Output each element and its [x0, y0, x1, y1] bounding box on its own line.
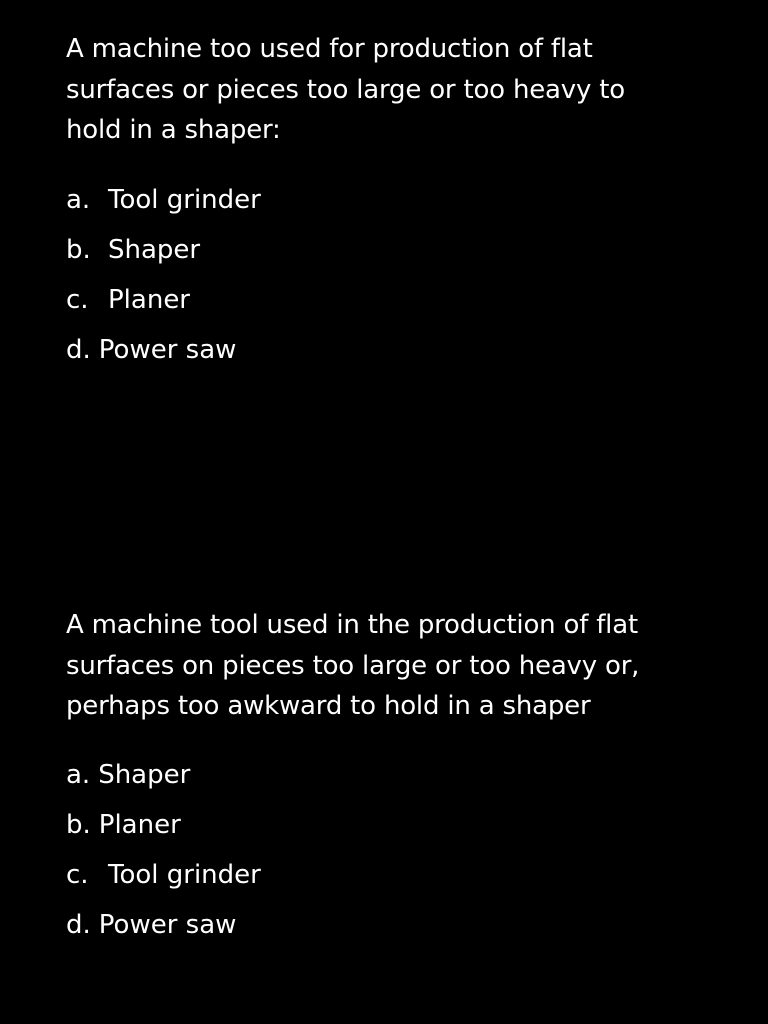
option-letter: a. [66, 184, 91, 215]
question-2-options [66, 750, 706, 950]
option-label: Planer [108, 284, 190, 315]
option-letter: d. [66, 334, 91, 365]
question-1-line-1: A machine too used for production of flat [66, 34, 593, 64]
question-1-line-3: hold in a shaper: [66, 115, 281, 145]
question-1-option-d[interactable] [66, 325, 706, 375]
question-2-option-b-correct-answer[interactable] [66, 800, 706, 850]
question-2-option-a[interactable] [66, 750, 706, 800]
question-2-option-d[interactable] [66, 900, 706, 950]
option-letter: c. [66, 859, 89, 890]
option-letter: c. [66, 284, 89, 315]
question-1-options [66, 175, 706, 375]
question-1-option-c-correct-answer[interactable] [66, 275, 706, 325]
question-2-line-3: perhaps too awkward to hold in a shaper [66, 691, 591, 721]
question-2-option-c[interactable] [66, 850, 706, 900]
option-label: Tool grinder [108, 859, 261, 890]
option-label: Planer [98, 809, 181, 840]
question-1 [66, 29, 706, 375]
question-2-text [66, 605, 706, 727]
option-letter: d. [66, 909, 91, 940]
question-1-text [66, 29, 706, 151]
question-2-line-2: surfaces on pieces too large or too heavy or, [66, 650, 640, 681]
question-2-line-1: A machine tool used in the production of flat [66, 610, 638, 640]
option-label: Tool grinder [108, 184, 261, 215]
option-letter: a. [66, 759, 91, 790]
option-label: Shaper [98, 759, 191, 790]
option-label: Power saw [98, 334, 237, 365]
option-letter: b. [66, 234, 91, 265]
option-letter: b. [66, 809, 91, 840]
option-label: Power saw [98, 909, 237, 940]
question-2 [66, 605, 706, 950]
question-1-option-a[interactable] [66, 175, 706, 225]
option-label: Shaper [108, 234, 201, 265]
question-1-line-2: surfaces or pieces too large or too heavy to [66, 74, 625, 105]
question-1-option-b[interactable] [66, 225, 706, 275]
